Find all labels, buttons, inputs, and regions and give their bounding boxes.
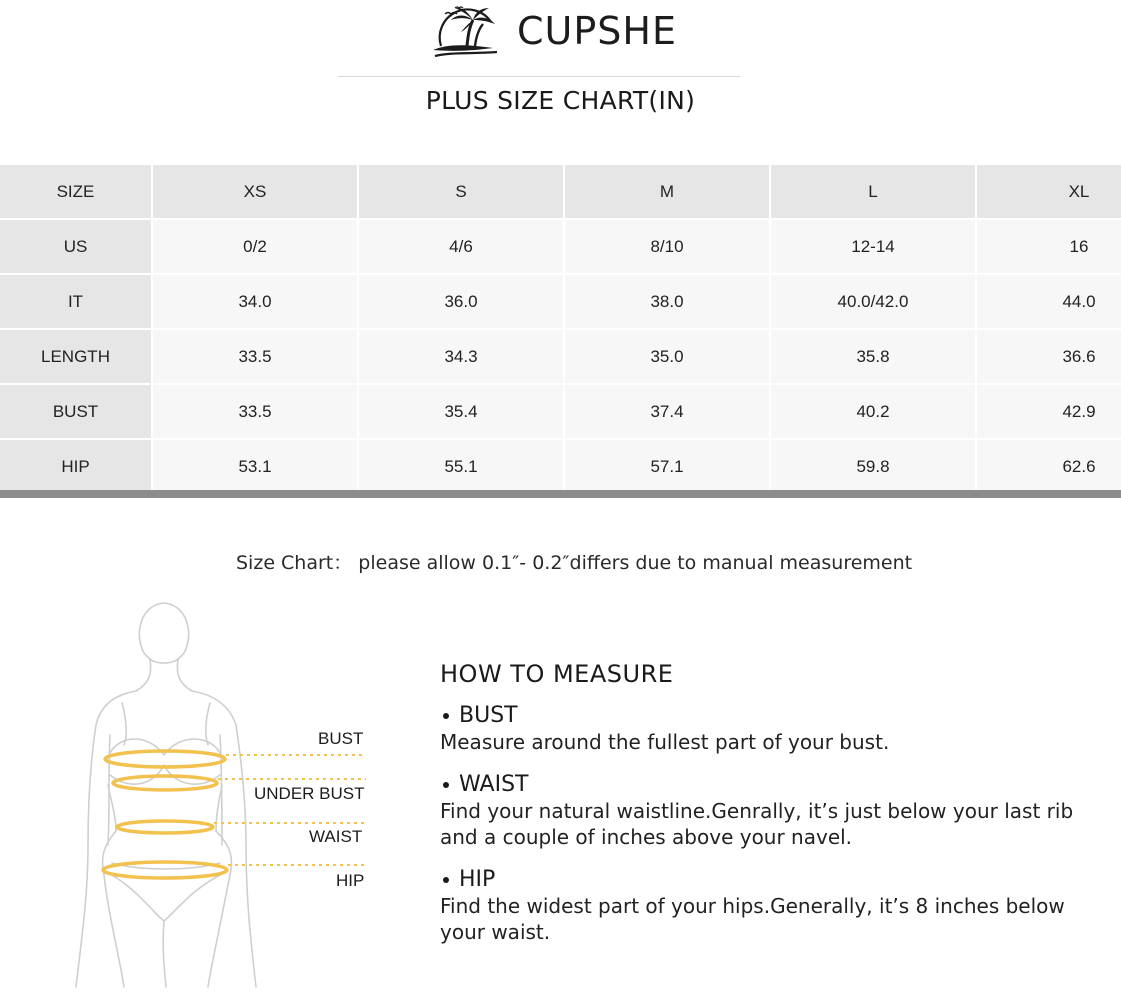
table-row bbox=[0, 274, 1121, 329]
table-row-label: BUST bbox=[0, 384, 152, 439]
size-chart-table bbox=[0, 165, 1121, 495]
table-cell: 12-14 bbox=[770, 219, 976, 274]
table-cell: 44.0 bbox=[976, 274, 1121, 329]
table-cell: 8/10 bbox=[564, 219, 770, 274]
label-bust: BUST bbox=[318, 729, 364, 748]
table-header-size: SIZE bbox=[0, 165, 152, 219]
bullet-icon bbox=[443, 877, 449, 883]
table-cell: 53.1 bbox=[152, 439, 358, 494]
howto-desc-hip: Find the widest part of your hips.Generally, it’s 8 inches below your waist. bbox=[440, 894, 1065, 944]
table-cell: 35.4 bbox=[358, 384, 564, 439]
howto-item-waist bbox=[440, 771, 1100, 850]
table-cell: 36.6 bbox=[976, 329, 1121, 384]
table-header-cell: S bbox=[358, 165, 564, 219]
measurement-note: Size Chart： please allow 0.1″- 0.2″differs due to manual measurement bbox=[236, 552, 913, 574]
table-cell: 37.4 bbox=[564, 384, 770, 439]
table-cell: 40.0/42.0 bbox=[770, 274, 976, 329]
table-cell: 40.2 bbox=[770, 384, 976, 439]
table-cell: 0/2 bbox=[152, 219, 358, 274]
table-cell: 16 bbox=[976, 219, 1121, 274]
howto-item-hip bbox=[440, 866, 1100, 945]
table-cell: 57.1 bbox=[564, 439, 770, 494]
table-header-row bbox=[0, 165, 1121, 219]
table-header-cell: XL bbox=[976, 165, 1121, 219]
table-cell: 33.5 bbox=[152, 329, 358, 384]
hip-measure-line bbox=[103, 862, 227, 878]
table-row-label: IT bbox=[0, 274, 152, 329]
table-cell: 59.8 bbox=[770, 439, 976, 494]
bullet-icon bbox=[443, 782, 449, 788]
waist-measure-line bbox=[117, 821, 213, 833]
label-waist: WAIST bbox=[309, 827, 363, 846]
table-cell: 35.8 bbox=[770, 329, 976, 384]
howto-head-bust: BUST bbox=[459, 703, 518, 728]
howto-item-bust bbox=[440, 702, 1100, 755]
table-cell: 55.1 bbox=[358, 439, 564, 494]
howto-desc-waist: Find your natural waistline.Genrally, it’s just below your last rib and a couple of inches above your navel. bbox=[440, 799, 1074, 849]
brand-name: CUPSHE bbox=[517, 9, 677, 53]
table-row-label: LENGTH bbox=[0, 329, 152, 384]
table-bottom-bar bbox=[0, 490, 1121, 498]
body-measurement-figure bbox=[60, 595, 380, 991]
page-title: PLUS SIZE CHART(IN) bbox=[425, 86, 696, 115]
howto-head-waist: WAIST bbox=[459, 772, 529, 797]
table-row bbox=[0, 384, 1121, 439]
table-cell: 62.6 bbox=[976, 439, 1121, 494]
table-cell: 4/6 bbox=[358, 219, 564, 274]
table-cell: 34.0 bbox=[152, 274, 358, 329]
table-row bbox=[0, 329, 1121, 384]
label-under-bust: UNDER BUST bbox=[254, 784, 365, 803]
label-hip: HIP bbox=[336, 871, 365, 890]
table-cell: 38.0 bbox=[564, 274, 770, 329]
howto-desc-bust: Measure around the fullest part of your bust. bbox=[440, 730, 890, 754]
howto-head-hip: HIP bbox=[459, 867, 496, 892]
bullet-icon bbox=[443, 713, 449, 719]
table-header-cell: XS bbox=[152, 165, 358, 219]
palm-tree-island-icon bbox=[431, 2, 509, 60]
table-header-cell: L bbox=[770, 165, 976, 219]
table-cell: 33.5 bbox=[152, 384, 358, 439]
how-to-measure-title: HOW TO MEASURE bbox=[440, 660, 674, 688]
table-row bbox=[0, 219, 1121, 274]
table-row-label: HIP bbox=[0, 439, 152, 494]
brand-logo bbox=[431, 2, 691, 60]
how-to-measure-section bbox=[440, 660, 1100, 961]
table-row-label: US bbox=[0, 219, 152, 274]
table-cell: 35.0 bbox=[564, 329, 770, 384]
header-divider bbox=[338, 76, 740, 77]
table-cell: 42.9 bbox=[976, 384, 1121, 439]
table-cell: 34.3 bbox=[358, 329, 564, 384]
table-row bbox=[0, 439, 1121, 494]
table-cell: 36.0 bbox=[358, 274, 564, 329]
table-header-cell: M bbox=[564, 165, 770, 219]
